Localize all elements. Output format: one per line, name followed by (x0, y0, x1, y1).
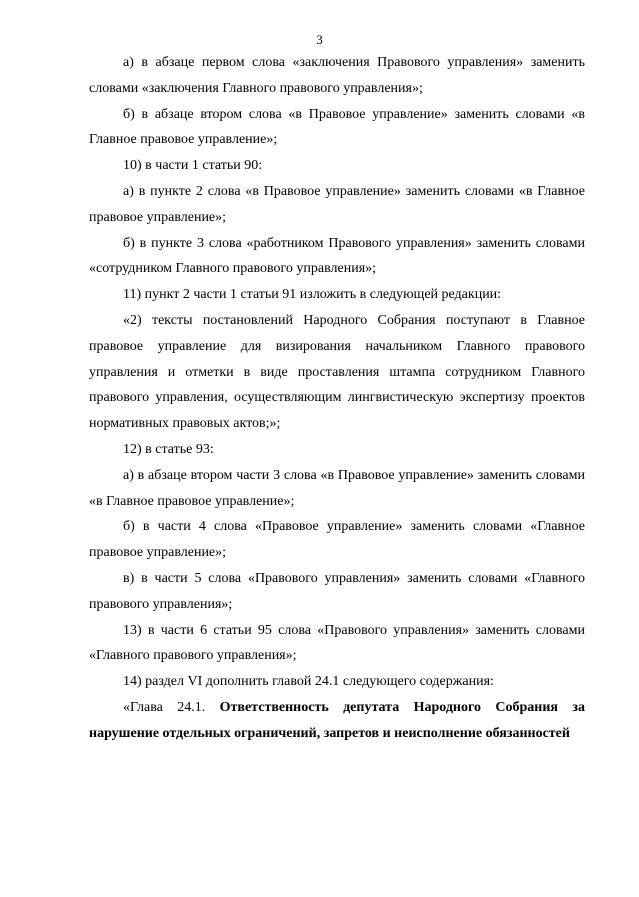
paragraph-a-first-abzac: а) в абзаце первом слова «заключения Правового управления» заменить словами «заключения Главного правового управления»; (89, 55, 585, 96)
document-body (89, 50, 585, 747)
paragraph-12-b: б) в части 4 слова «Правовое управление» заменить словами «Главное правовое управление»; (89, 519, 585, 561)
page-number: 3 (316, 32, 323, 47)
paragraph-10-b: б) в пункте 3 слова «работником Правового управления» заменить словами «сотрудником Главного правового управления»; (89, 235, 585, 277)
paragraph-item-10: 10) в части 1 статьи 90: (123, 158, 263, 174)
paragraph-item-14: 14) раздел VI дополнить главой 24.1 следующего содержания: (123, 674, 494, 690)
paragraph-10-a: а) в пункте 2 слова «в Правовое управление» заменить словами «в Главное правовое управление»; (89, 183, 585, 225)
paragraph-item-13: 13) в части 6 статьи 95 слова «Правового управления» заменить словами «Главного правового управления»; (89, 622, 585, 664)
paragraph-item-12: 12) в статье 93: (123, 441, 214, 457)
chapter-heading-title: Ответственность депутата Народного Собрания за нарушение отдельных ограничений, запретов и неисполнение обязанностей (89, 699, 585, 741)
paragraph-item-11: 11) пункт 2 части 1 статьи 91 изложить в следующей редакции: (123, 287, 502, 303)
chapter-heading (89, 695, 585, 747)
chapter-heading-prefix: «Глава 24.1. (123, 699, 220, 715)
paragraph-12-a: а) в абзаце втором части 3 слова «в Правовое управление» заменить словами «в Главное правовое управление»; (89, 467, 585, 509)
paragraph-11-text: «2) тексты постановлений Народного Собрания поступают в Главное правовое управление для визирования начальником Главного правового управления и отметки в виде проставления штампа сотрудником Главного правового управления, осуществляющим лингвистическую экспертизу проектов нормативных правовых актов;»; (89, 312, 585, 432)
paragraph-12-v: в) в части 5 слова «Правового управления» заменить словами «Главного правового управления»; (89, 570, 585, 612)
paragraph-b-second-abzac: б) в абзаце втором слова «в Правовое управление» заменить словами «в Главное правовое управление»; (89, 106, 585, 148)
